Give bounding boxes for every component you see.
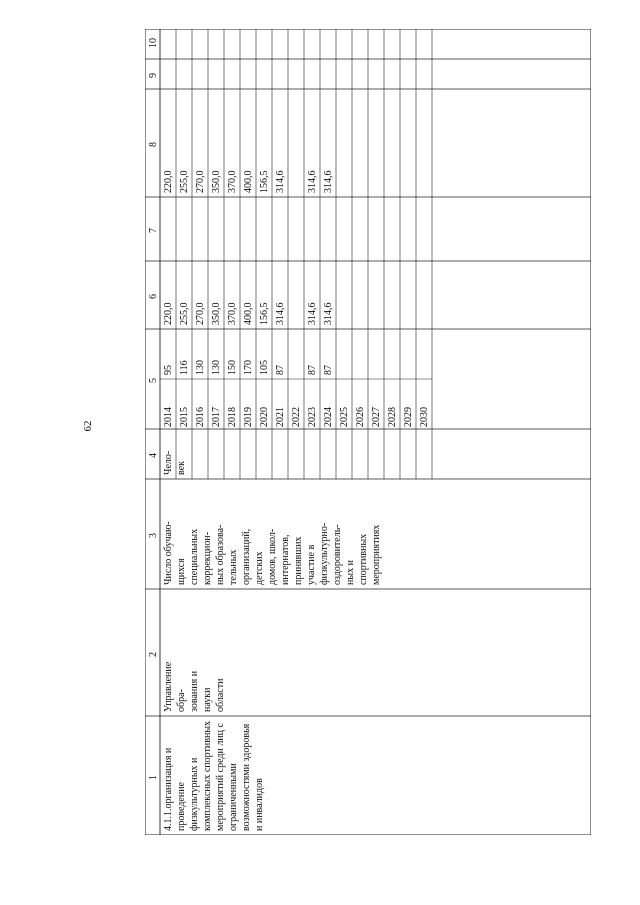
activity-text: проведение bbox=[176, 782, 187, 831]
column-number-4: 4 bbox=[148, 453, 159, 458]
column-number-6: 6 bbox=[148, 294, 159, 299]
funding-cell: 350,0 bbox=[211, 170, 222, 193]
quantity-cell: 95 bbox=[163, 365, 174, 375]
indicator-text: тельных bbox=[228, 549, 239, 585]
executor-text: обра- bbox=[176, 689, 187, 712]
funding-cell: 220,0 bbox=[163, 170, 174, 193]
year-cell: 2014 bbox=[163, 407, 174, 427]
activity-text: и инвалидов bbox=[254, 778, 265, 831]
quantity-cell: 170 bbox=[243, 360, 254, 375]
column-number-7: 7 bbox=[148, 228, 159, 233]
unit-text: век bbox=[176, 461, 187, 475]
year-cell: 2029 bbox=[403, 407, 414, 427]
indicator-text: специальных bbox=[189, 528, 200, 585]
indicator-text: щихся bbox=[176, 558, 187, 585]
activity-text: 4.1.1.организация и bbox=[163, 747, 174, 831]
activity-text: физкультурных и bbox=[189, 757, 200, 831]
column-number-3: 3 bbox=[148, 533, 159, 538]
indicator-text: интернатов, bbox=[280, 534, 291, 585]
year-cell: 2025 bbox=[339, 407, 350, 427]
activity-text: возможностями здоровья bbox=[241, 723, 252, 831]
column-number-10: 10 bbox=[148, 38, 159, 48]
year-cell: 2015 bbox=[179, 407, 190, 427]
year-cell: 2026 bbox=[355, 407, 366, 427]
indicator-text: мероприятиях bbox=[371, 524, 382, 585]
activity-text: ограниченными bbox=[228, 763, 239, 831]
quantity-cell: 130 bbox=[195, 360, 206, 375]
indicator-text: ных образова- bbox=[215, 524, 226, 585]
column-number-2: 2 bbox=[148, 651, 159, 657]
year-cell: 2022 bbox=[291, 407, 302, 427]
executor-text: зования и bbox=[189, 670, 200, 712]
table-grid bbox=[145, 29, 591, 835]
year-cell: 2019 bbox=[243, 407, 254, 427]
year-cell: 2027 bbox=[371, 407, 382, 427]
executor-text: области bbox=[215, 678, 226, 712]
funding-cell: 400,0 bbox=[243, 170, 254, 193]
quantity-cell: 130 bbox=[211, 360, 222, 375]
indicator-text: принявших bbox=[293, 536, 304, 585]
unit-text: Чело- bbox=[163, 450, 174, 475]
funding-cell: 314,6 bbox=[275, 302, 286, 325]
funding-cell: 314,6 bbox=[307, 170, 318, 193]
funding-cell: 370,0 bbox=[227, 170, 238, 193]
year-cell: 2016 bbox=[195, 407, 206, 427]
funding-cell: 270,0 bbox=[195, 170, 206, 193]
column-number-1: 1 bbox=[148, 774, 159, 780]
year-cell: 2030 bbox=[419, 407, 430, 427]
funding-cell: 156,5 bbox=[259, 170, 270, 193]
activity-text: комплексных спортивных bbox=[202, 720, 213, 831]
funding-cell: 255,0 bbox=[179, 302, 190, 325]
column-number-8: 8 bbox=[148, 142, 159, 147]
indicator-text: коррекцион- bbox=[202, 531, 213, 585]
indicator-text: домов, школ- bbox=[267, 528, 278, 585]
quantity-cell: 87 bbox=[275, 365, 286, 375]
rotated-table bbox=[145, 29, 591, 835]
funding-cell: 350,0 bbox=[211, 302, 222, 325]
indicator-text: организаций, bbox=[241, 528, 252, 585]
year-cell: 2017 bbox=[211, 407, 222, 427]
year-cell: 2020 bbox=[259, 407, 270, 427]
indicator-text: ных и bbox=[345, 560, 356, 585]
funding-cell: 370,0 bbox=[227, 302, 238, 325]
year-cell: 2018 bbox=[227, 407, 238, 427]
year-cell: 2023 bbox=[307, 407, 318, 427]
quantity-cell: 87 bbox=[323, 365, 334, 375]
executor-text: Управление bbox=[163, 661, 174, 712]
activity-text: мероприятий среди лиц с bbox=[215, 723, 226, 831]
funding-cell: 314,6 bbox=[307, 302, 318, 325]
page-number: 62 bbox=[82, 420, 94, 432]
funding-cell: 400,0 bbox=[243, 302, 254, 325]
funding-cell: 220,0 bbox=[163, 302, 174, 325]
quantity-cell: 150 bbox=[227, 360, 238, 375]
year-cell: 2024 bbox=[323, 407, 334, 427]
indicator-text: участие в bbox=[306, 544, 317, 585]
funding-cell: 255,0 bbox=[179, 170, 190, 193]
quantity-cell: 87 bbox=[307, 365, 318, 375]
indicator-text: детских bbox=[254, 551, 265, 585]
funding-cell: 156,5 bbox=[259, 302, 270, 325]
indicator-text: Число обучаю- bbox=[163, 521, 174, 585]
funding-cell: 314,6 bbox=[323, 170, 334, 193]
year-cell: 2021 bbox=[275, 407, 286, 427]
funding-cell: 270,0 bbox=[195, 302, 206, 325]
funding-cell: 314,6 bbox=[323, 302, 334, 325]
indicator-text: спортивных bbox=[358, 533, 369, 585]
quantity-cell: 105 bbox=[259, 360, 270, 375]
column-number-5: 5 bbox=[148, 378, 159, 383]
indicator-text: оздоровитель- bbox=[332, 524, 343, 585]
quantity-cell: 116 bbox=[179, 360, 190, 375]
funding-cell: 314,6 bbox=[275, 170, 286, 193]
executor-text: науки bbox=[202, 687, 213, 712]
column-number-9: 9 bbox=[148, 73, 159, 78]
year-cell: 2028 bbox=[387, 407, 398, 427]
indicator-text: физкультурно- bbox=[319, 522, 330, 585]
